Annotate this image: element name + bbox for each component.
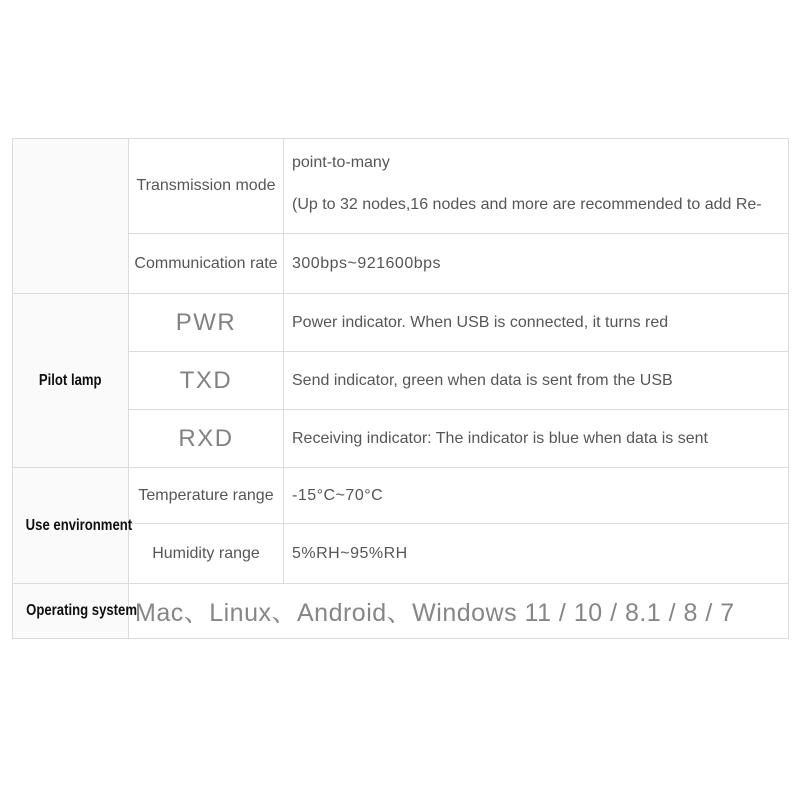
transmission-mode-value-line2: (Up to 32 nodes,16 nodes and more are recommended to add Re-	[292, 196, 762, 213]
transmission-mode-value	[284, 139, 789, 234]
communication-rate-label: Communication rate	[129, 234, 284, 294]
operating-system-value: Mac、Linux、Android、Windows 11 / 10 / 8.1 / 8 / 7	[129, 584, 789, 639]
spec-table-container	[12, 138, 788, 639]
spec-table	[12, 138, 789, 639]
transmission-mode-value-line1: point-to-many	[292, 154, 390, 171]
humidity-range-value: 5%RH~95%RH	[284, 524, 789, 584]
empty-group-cell	[13, 139, 129, 294]
transmission-mode-label: Transmission mode	[129, 139, 284, 234]
pwr-description: Power indicator. When USB is connected, it turns red	[284, 294, 789, 352]
table-row	[13, 294, 789, 352]
table-row	[13, 139, 789, 234]
temperature-range-value: -15°C~70°C	[284, 468, 789, 524]
table-row	[13, 584, 789, 639]
txd-label: TXD	[129, 352, 284, 410]
table-row	[13, 410, 789, 468]
operating-system-header: Operating system	[26, 602, 137, 619]
communication-rate-value: 300bps~921600bps	[284, 234, 789, 294]
use-environment-header: Use environment	[25, 516, 133, 534]
rxd-description: Receiving indicator: The indicator is blue when data is sent	[284, 410, 789, 468]
pilot-lamp-header: Pilot lamp	[39, 371, 102, 389]
rxd-label: RXD	[129, 410, 284, 468]
table-row	[13, 468, 789, 524]
table-row	[13, 352, 789, 410]
txd-description: Send indicator, green when data is sent from the USB	[284, 352, 789, 410]
humidity-range-label: Humidity range	[129, 524, 284, 584]
pwr-label: PWR	[129, 294, 284, 352]
table-row	[13, 234, 789, 294]
pilot-lamp-header-cell	[13, 294, 129, 468]
use-environment-header-cell	[13, 468, 133, 584]
operating-system-header-cell	[13, 584, 137, 639]
temperature-range-label: Temperature range	[129, 468, 284, 524]
